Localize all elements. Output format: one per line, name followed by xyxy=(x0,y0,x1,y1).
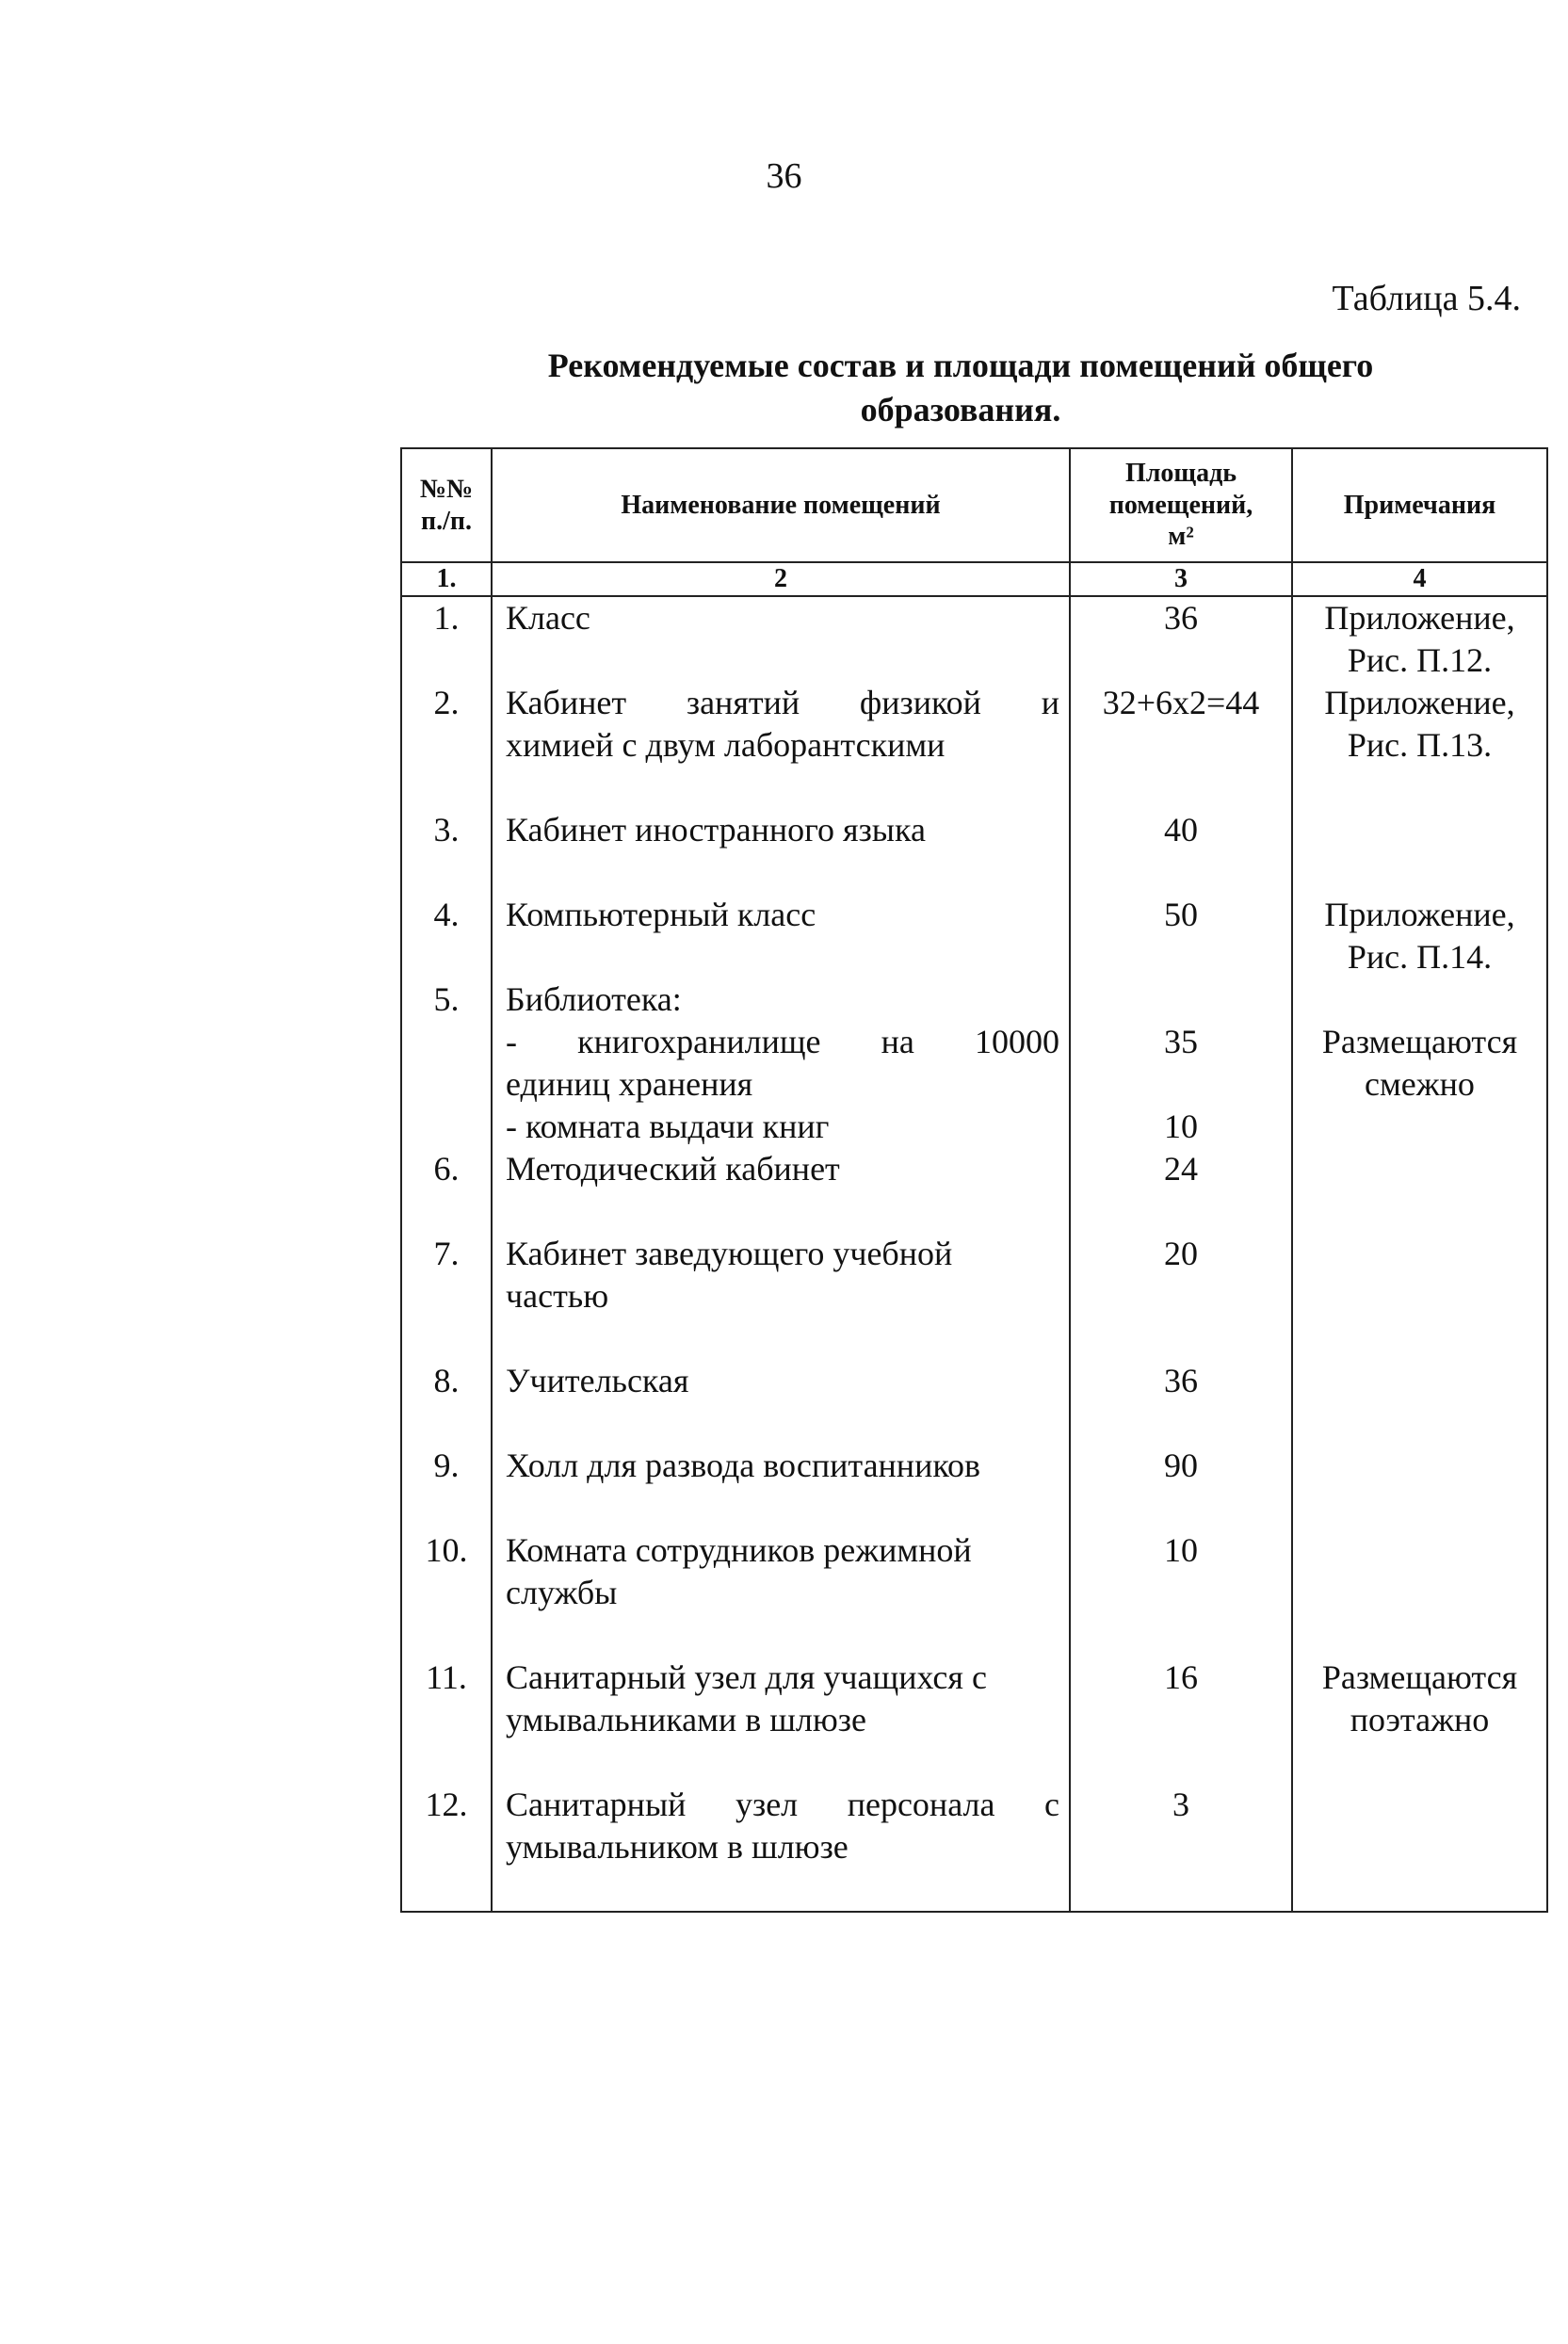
room-name-line-2: службы xyxy=(506,1573,618,1611)
room-note-line-2: Рис. П.12. xyxy=(1347,640,1493,679)
table-label: Таблица 5.4. xyxy=(1332,279,1521,318)
room-note-line-1: Приложение, xyxy=(1324,683,1515,721)
room-area: 50 xyxy=(1070,894,1292,978)
table-row xyxy=(401,1445,1547,1529)
room-name xyxy=(492,682,1070,809)
room-area: 90 xyxy=(1070,1445,1292,1529)
table-row xyxy=(401,809,1547,894)
row-number: 7. xyxy=(401,1233,492,1360)
room-name-line-2: частью xyxy=(506,1276,609,1315)
room-sub-item-1-line-1: - книгохранилище на 10000 xyxy=(506,1022,1059,1060)
header-area-line-3: м² xyxy=(1168,522,1194,552)
table-row xyxy=(401,596,1547,682)
room-name xyxy=(492,1445,1070,1529)
room-note-line-2: Рис. П.14. xyxy=(1347,937,1493,976)
table-row xyxy=(401,1233,1547,1360)
room-name xyxy=(492,1233,1070,1360)
table-row xyxy=(401,1360,1547,1445)
room-area: 36 xyxy=(1070,596,1292,682)
row-number: 1. xyxy=(401,596,492,682)
table-title xyxy=(471,344,1450,432)
room-area: 36 xyxy=(1070,1360,1292,1445)
row-spacer xyxy=(506,851,1059,894)
room-note xyxy=(1292,1360,1547,1445)
header-notes: Примечания xyxy=(1292,448,1547,562)
row-number: 8. xyxy=(401,1360,492,1445)
header-area-line-2: помещений, xyxy=(1108,490,1253,520)
room-note xyxy=(1292,809,1547,894)
room-name xyxy=(492,1360,1070,1445)
row-number: 2. xyxy=(401,682,492,809)
row-number: 5. xyxy=(401,978,492,1148)
room-note-line-2: Рис. П.13. xyxy=(1347,725,1493,764)
column-number-row xyxy=(401,562,1547,596)
room-area: 16 xyxy=(1070,1657,1292,1784)
row-number: 9. xyxy=(401,1445,492,1529)
room-note xyxy=(1292,1445,1547,1529)
room-note xyxy=(1292,1529,1547,1657)
room-name-line-1: Кабинет заведующего учебной xyxy=(506,1234,953,1272)
row-spacer xyxy=(506,1190,1059,1233)
header-num xyxy=(401,448,492,562)
room-note xyxy=(1292,894,1547,978)
room-area-sub-2: 10 xyxy=(1164,1107,1198,1145)
room-sub-item-1-line-2: единиц хранения xyxy=(506,1064,753,1103)
room-note-line-2: поэтажно xyxy=(1350,1700,1490,1738)
room-name-line: Компьютерный класс xyxy=(506,895,816,933)
room-name-line: Учительская xyxy=(506,1361,689,1399)
room-note xyxy=(1292,1233,1547,1360)
room-note xyxy=(1292,1784,1547,1912)
page-number: 36 xyxy=(766,156,802,196)
room-area: 20 xyxy=(1070,1233,1292,1360)
room-note xyxy=(1292,596,1547,682)
room-name-line-1: Комната сотрудников режимной xyxy=(506,1530,972,1569)
room-name-line-2: химией с двум лаборантскими xyxy=(506,725,946,764)
column-number-4: 4 xyxy=(1292,562,1547,596)
table-row xyxy=(401,1784,1547,1912)
row-spacer xyxy=(506,1741,1059,1784)
row-spacer xyxy=(1293,978,1546,1021)
header-name: Наименование помещений xyxy=(492,448,1070,562)
room-name-line: Библиотека: xyxy=(506,979,682,1018)
table-title-line-2: образования. xyxy=(860,390,1061,428)
table-row xyxy=(401,1529,1547,1657)
room-area-sub-1: 35 xyxy=(1164,1022,1198,1060)
room-name-line: Кабинет иностранного языка xyxy=(506,810,926,849)
row-spacer xyxy=(1071,1063,1291,1106)
room-note-line-1: Размещаются xyxy=(1321,1657,1518,1696)
room-name xyxy=(492,1657,1070,1784)
rooms-table xyxy=(400,447,1548,1913)
room-note xyxy=(1292,1148,1547,1233)
header-num-line-1: №№ xyxy=(419,474,474,504)
row-number: 10. xyxy=(401,1529,492,1657)
room-area: 3 xyxy=(1070,1784,1292,1912)
column-number-1: 1. xyxy=(401,562,492,596)
header-area xyxy=(1070,448,1292,562)
room-name-line: Холл для развода воспитанников xyxy=(506,1446,980,1484)
room-note xyxy=(1292,978,1547,1148)
table-row xyxy=(401,1657,1547,1784)
room-name-line-1: Кабинет занятий физикой и xyxy=(506,683,1059,721)
room-note-line-1: Приложение, xyxy=(1324,598,1515,637)
row-spacer xyxy=(506,1868,1059,1911)
room-note xyxy=(1292,1657,1547,1784)
table-row xyxy=(401,682,1547,809)
row-spacer xyxy=(506,1317,1059,1360)
row-number: 4. xyxy=(401,894,492,978)
table-row xyxy=(401,978,1547,1148)
room-note-line-2: смежно xyxy=(1365,1064,1475,1103)
room-name-line: Методический кабинет xyxy=(506,1149,840,1188)
room-name xyxy=(492,596,1070,682)
room-note-line-1: Приложение, xyxy=(1324,895,1515,933)
room-note-line-1: Размещаются xyxy=(1321,1022,1518,1060)
table-row xyxy=(401,1148,1547,1233)
room-area xyxy=(1070,978,1292,1148)
room-sub-item-2: - комната выдачи книг xyxy=(506,1107,830,1145)
row-number: 3. xyxy=(401,809,492,894)
row-spacer xyxy=(1071,978,1291,1021)
room-name xyxy=(492,1529,1070,1657)
room-name-line: Класс xyxy=(506,598,590,637)
room-name xyxy=(492,1784,1070,1912)
header-row xyxy=(401,448,1547,562)
row-spacer xyxy=(506,1402,1059,1445)
room-note xyxy=(1292,682,1547,809)
room-area: 24 xyxy=(1070,1148,1292,1233)
row-spacer xyxy=(506,1614,1059,1657)
room-name xyxy=(492,809,1070,894)
room-name xyxy=(492,894,1070,978)
header-num-line-2: п./п. xyxy=(420,506,473,536)
room-name-line-2: умывальниками в шлюзе xyxy=(506,1700,866,1738)
table-row xyxy=(401,894,1547,978)
room-area: 32+6х2=44 xyxy=(1070,682,1292,809)
room-name-line-1: Санитарный узел персонала с xyxy=(506,1785,1059,1823)
room-area: 10 xyxy=(1070,1529,1292,1657)
row-number: 6. xyxy=(401,1148,492,1233)
room-name-line-1: Санитарный узел для учащихся с xyxy=(506,1657,987,1696)
room-name xyxy=(492,978,1070,1148)
column-number-3: 3 xyxy=(1070,562,1292,596)
room-name xyxy=(492,1148,1070,1233)
room-area: 40 xyxy=(1070,809,1292,894)
row-number: 11. xyxy=(401,1657,492,1784)
row-number: 12. xyxy=(401,1784,492,1912)
row-spacer xyxy=(506,1487,1059,1529)
table-title-line-1: Рекомендуемые состав и площади помещений общего xyxy=(547,347,1374,384)
room-name-line-2: умывальником в шлюзе xyxy=(506,1827,849,1866)
column-number-2: 2 xyxy=(492,562,1070,596)
row-spacer xyxy=(506,767,1059,809)
header-area-line-1: Площадь xyxy=(1124,459,1237,489)
